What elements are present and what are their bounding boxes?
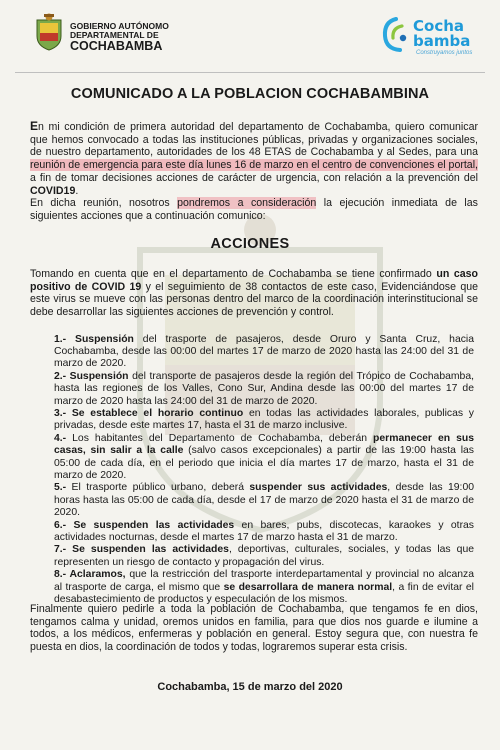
closing-paragraph: Finalmente quiero pedirle a toda la población de Cochabamba, que tengamos fe en dios, tengamos calma y unidad, oremos unidos en familia, para que dios nos guarde e ilumine a todos, a los médicos, enfermeras y población en general. Estoy segura que, con nuestra fe puesta en dios, la coordinación de todos y todas, lograremos superar esta crisis. (30, 603, 478, 654)
intro-text-a: n mi condición de primera autoridad del departamento de Cochabamba, quiero comunicar que hemos convocado a todas las instituciones públicas, privadas y organizaciones sociales, de nuestro departamento, autoridades de los 48 ETAS de Cochabamba y al Sedes, para una (30, 121, 478, 159)
context-text-a: Tomando en cuenta que en el departamento de Cochabamba se tiene confirmado (30, 268, 437, 280)
intro-text-c: . (75, 184, 79, 197)
intro-line2-a: En dicha reunión, nosotros (30, 197, 178, 210)
action-lead: 7.- Se suspenden las actividades (54, 544, 229, 556)
action-bold: se desarrollara de manera normal (223, 581, 393, 593)
header-divider (15, 72, 485, 73)
action-lead: 6.- Se suspenden las actividades (54, 519, 235, 531)
gov-line-2: DEPARTAMENTAL DE (70, 30, 159, 40)
action-text: que la restricción del trasporte interdepartamental y provincial no alcanza al trasporte de carga, el mismo que (54, 569, 475, 593)
action-text: del trasporte de pasajeros, desde Oruro y Santa Cruz, hacia Cochabamba, desde las 00:00 del martes 17 de marzo de 2020 hasta las 24:00 del 31 de marzo de 2020. (54, 334, 474, 370)
letterhead (0, 0, 500, 70)
list-item (54, 520, 474, 544)
list-item (54, 334, 474, 371)
action-bold: permanecer en sus casas, sin salir a la calle (54, 433, 474, 457)
action-text: del transporte de pasajeros desde la región del Trópico de Cochabamba, hasta las regiones de los Valles, Cono Sur, Andina desde las 00:00 del martes 17 de marzo de 2020 hasta las 24:00 del 31 de marzo de 2020. (54, 371, 474, 407)
intro-covid: COVID19 (30, 184, 76, 197)
action-lead: 3.- Se establece el horario continuo (54, 408, 244, 420)
actions-list (54, 334, 474, 606)
intro-text-b: a fin de tomar decisiones acciones de carácter de urgencia, con relación a la prevención del (30, 171, 478, 184)
action-lead: 8.- Aclaramos, (54, 569, 126, 581)
gov-line-3: COCHABAMBA (70, 39, 163, 53)
brand-logo (380, 14, 485, 64)
action-text: en todas las actividades laborales, publicas y privadas, desde este martes 17, hasta el 31 de marzo inclusive. (54, 408, 474, 432)
brand-word-2: bamba (413, 32, 471, 50)
cochabamba-brand-icon (380, 16, 412, 54)
list-item (54, 569, 474, 606)
action-text: Los habitantes del Departamento de Cochabamba, deberán (66, 433, 374, 445)
closing-date: Cochabamba, 15 de marzo del 2020 (157, 681, 343, 693)
action-text-2: , desde las 19:00 horas hasta las 05:00 de cada día, desde el 17 de marzo de 2020 hasta el 31 de marzo de 2020. (54, 482, 475, 518)
action-text-2: (salvo casos excepcionales) a partir de las 19:00 hasta las 05:00 de cada día, en el periodo que inicia el día martes 17 de marzo, hasta el 31 de marzo de 2020. (54, 445, 474, 481)
dropcap: E (30, 119, 39, 133)
acciones-heading: ACCIONES (210, 236, 290, 252)
list-item (54, 371, 474, 408)
department-seal-icon (34, 12, 64, 52)
gov-line-1: GOBIERNO AUTÓNOMO (70, 21, 169, 31)
action-lead: 1.- Suspensión (54, 334, 134, 345)
context-bold: un caso positivo de COVID 19 (30, 268, 478, 293)
document-title: COMUNICADO A LA POBLACION COCHABAMBINA (70, 86, 430, 102)
list-item (54, 544, 474, 568)
action-text: , deportivas, culturales, sociales, y todas las que representen un riesgo de contacto y propagación del virus. (54, 544, 475, 568)
action-text-2: , a fin de evitar el desabastecimiento de productos y especulación de los mismos. (54, 581, 474, 605)
list-item (54, 433, 474, 482)
context-paragraph (30, 268, 478, 319)
intro-paragraph (30, 120, 478, 223)
intro-highlight: reunión de emergencia para este día lunes 16 de marzo en el centro de convenciones el portal, (30, 159, 478, 172)
list-item (54, 408, 474, 432)
context-text-b: y el seguimiento de 38 contactos de este caso, Evidenciándose que este virus se mueve con las personas dentro del marco de la coordinación interinstitucional se debe desarrollar las siguientes acciones de prevención y control. (30, 280, 478, 319)
action-lead: 2.- Suspensión (54, 371, 129, 383)
intro-line2-b: la ejecución inmediata de las siguientes acciones que a continuación comunico: (30, 197, 478, 222)
government-name (70, 22, 169, 53)
action-text: El trasporte público urbano, deberá (66, 482, 250, 494)
list-item (54, 482, 474, 519)
intro-line2-highlight: pondremos a consideración (177, 197, 317, 210)
brand-word-1: Cocha (413, 17, 465, 35)
action-text: en bares, pubs, discotecas, karaokes y otras actividades nocturnas, desde el martes 17 de marzo hasta el 31 de marzo. (54, 519, 475, 543)
action-lead: 4.- (54, 433, 67, 445)
brand-tagline: Construyamos juntos (416, 50, 473, 56)
action-lead: 5.- (54, 482, 67, 494)
action-bold: suspender sus actividades (249, 482, 388, 494)
